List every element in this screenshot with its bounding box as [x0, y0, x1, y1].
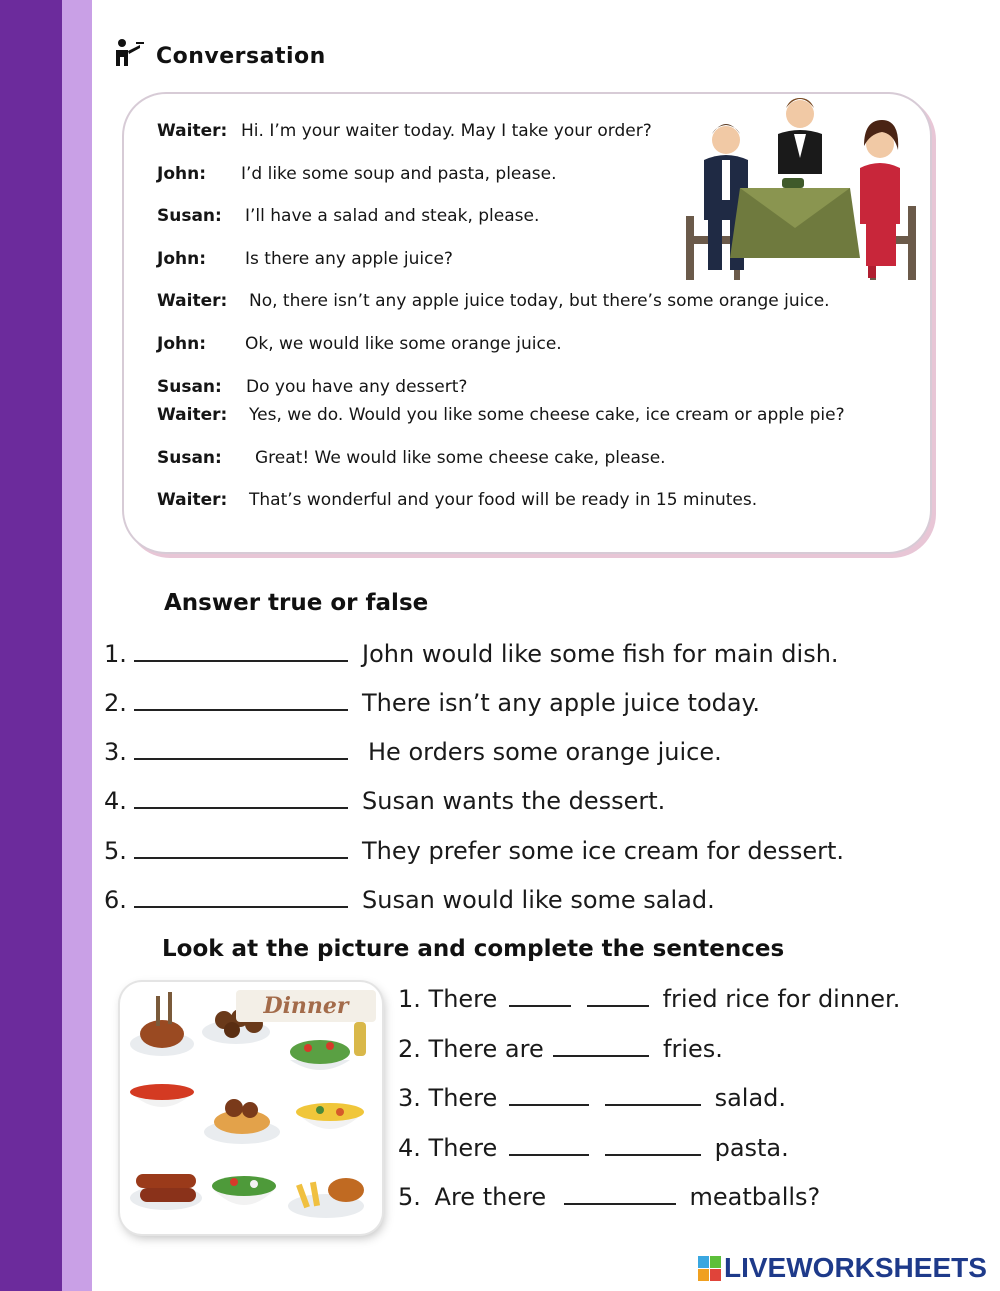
dialog-line	[157, 334, 562, 354]
answer-blank[interactable]	[564, 1181, 676, 1205]
sentence-part: Are there	[434, 1183, 547, 1211]
statement-text: John would like some fish for main dish.	[362, 640, 839, 668]
sentence-part: fries.	[663, 1035, 723, 1063]
sentence-part: fried rice for dinner.	[662, 985, 901, 1013]
statement-text: They prefer some ice cream for dessert.	[362, 837, 845, 865]
item-number: 6.	[104, 886, 127, 914]
dialog-text: That’s wonderful and your food will be ready in 15 minutes.	[249, 490, 758, 510]
answer-blank[interactable]	[587, 983, 649, 1007]
conversation-title: Conversation	[156, 44, 326, 69]
answer-blank[interactable]	[605, 1132, 701, 1156]
dialog-line	[157, 291, 830, 311]
statement-text: He orders some orange juice.	[368, 738, 722, 766]
true-false-item	[104, 835, 844, 865]
item-number: 2.	[104, 689, 127, 717]
statement-text: There isn’t any apple juice today.	[362, 689, 760, 717]
dialog-text: Hi. I’m your waiter today. May I take your order?	[241, 121, 652, 141]
statement-text: Susan would like some salad.	[362, 886, 715, 914]
true-false-item	[104, 785, 665, 815]
dialog-line	[157, 405, 845, 425]
answer-blank[interactable]	[134, 736, 348, 760]
speaker-label: Waiter:	[157, 291, 228, 311]
statement-text: Susan wants the dessert.	[362, 787, 666, 815]
item-number: 2.	[398, 1035, 421, 1063]
item-number: 3.	[104, 738, 127, 766]
true-false-item	[104, 884, 715, 914]
dialog-text: Ok, we would like some orange juice.	[245, 334, 562, 354]
dialog-line	[157, 448, 666, 468]
liveworksheets-logo[interactable]: LIVEWORKSHEETS	[724, 1252, 987, 1283]
sentence-part: pasta.	[714, 1134, 789, 1162]
waiter-icon	[112, 38, 146, 68]
left-band-gap	[92, 0, 98, 1291]
liveworksheets-logo-icon	[698, 1254, 722, 1284]
answer-blank[interactable]	[134, 785, 348, 809]
item-number: 4.	[104, 787, 127, 815]
item-number: 3.	[398, 1084, 421, 1112]
answer-blank[interactable]	[509, 983, 571, 1007]
speaker-label: Susan:	[157, 206, 222, 226]
true-false-item	[104, 736, 722, 766]
speaker-label: Waiter:	[157, 490, 228, 510]
answer-blank[interactable]	[134, 835, 348, 859]
sentence-part: meatballs?	[689, 1183, 821, 1211]
sentence-part: There	[428, 985, 498, 1013]
item-number: 1.	[104, 640, 127, 668]
left-band-light	[62, 0, 92, 1291]
complete-item	[398, 1033, 723, 1063]
dialog-line	[157, 121, 652, 141]
sentence-part: salad.	[714, 1084, 787, 1112]
sentence-part: There are	[428, 1035, 544, 1063]
complete-sentences-title: Look at the picture and complete the sentences	[162, 936, 785, 962]
dialog-text: Do you have any dessert?	[246, 377, 468, 397]
restaurant-scene-illustration	[682, 96, 924, 286]
true-false-item	[104, 638, 839, 668]
speaker-label: John:	[157, 164, 207, 184]
sentence-part: There	[428, 1084, 498, 1112]
true-false-title: Answer true or false	[164, 590, 429, 616]
dialog-text: Yes, we do. Would you like some cheese cake, ice cream or apple pie?	[249, 405, 845, 425]
complete-item	[398, 1082, 786, 1112]
dialog-text: Is there any apple juice?	[245, 249, 453, 269]
dinner-label: Dinner	[236, 990, 376, 1022]
answer-blank[interactable]	[134, 884, 348, 908]
dialog-line	[157, 206, 539, 226]
speaker-label: Susan:	[157, 377, 222, 397]
dialog-text: No, there isn’t any apple juice today, but there’s some orange juice.	[249, 291, 830, 311]
answer-blank[interactable]	[134, 638, 348, 662]
speaker-label: Susan:	[157, 448, 222, 468]
item-number: 5.	[104, 837, 127, 865]
dialog-line	[157, 377, 467, 397]
speaker-label: Waiter:	[157, 121, 228, 141]
dialog-text: Great! We would like some cheese cake, please.	[255, 448, 666, 468]
answer-blank[interactable]	[605, 1082, 701, 1106]
answer-blank[interactable]	[509, 1132, 589, 1156]
item-number: 5.	[398, 1183, 421, 1211]
complete-item	[398, 983, 900, 1013]
complete-item	[398, 1132, 789, 1162]
answer-blank[interactable]	[134, 687, 348, 711]
dialog-line	[157, 164, 557, 184]
dialog-line	[157, 490, 757, 510]
dialog-text: I’ll have a salad and steak, please.	[245, 206, 540, 226]
item-number: 1.	[398, 985, 421, 1013]
item-number: 4.	[398, 1134, 421, 1162]
complete-item	[398, 1181, 820, 1211]
answer-blank[interactable]	[553, 1033, 649, 1057]
dialog-line	[157, 249, 453, 269]
sentence-part: There	[428, 1134, 498, 1162]
speaker-label: John:	[157, 249, 207, 269]
left-band-dark	[0, 0, 62, 1291]
dialog-text: I’d like some soup and pasta, please.	[241, 164, 557, 184]
speaker-label: John:	[157, 334, 207, 354]
true-false-item	[104, 687, 760, 717]
speaker-label: Waiter:	[157, 405, 228, 425]
answer-blank[interactable]	[509, 1082, 589, 1106]
